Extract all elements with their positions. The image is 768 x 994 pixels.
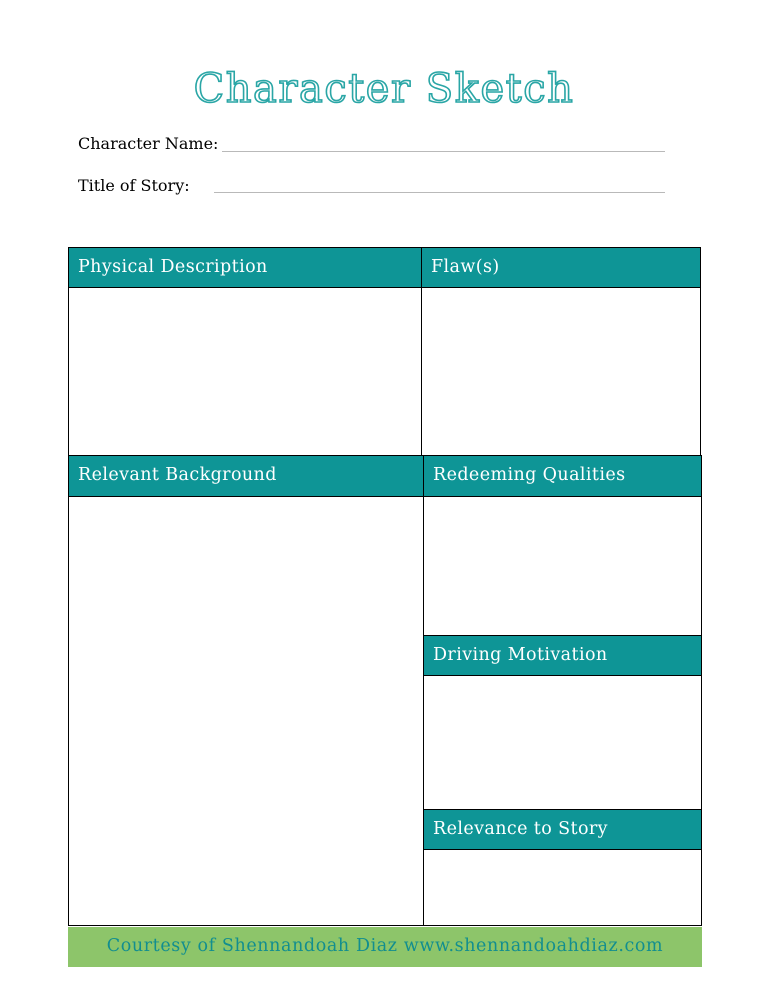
flaws-header: Flaw(s) <box>421 247 701 288</box>
character-name-field[interactable] <box>222 151 665 152</box>
physical-description-header: Physical Description <box>68 247 422 288</box>
relevant-background-header: Relevant Background <box>68 455 424 497</box>
story-title-field[interactable] <box>214 192 665 193</box>
driving-motivation-header: Driving Motivation <box>423 635 702 676</box>
flaws-area[interactable] <box>421 287 701 456</box>
redeeming-qualities-area[interactable] <box>423 496 702 636</box>
physical-description-area[interactable] <box>68 287 422 456</box>
relevance-to-story-area[interactable] <box>423 849 702 926</box>
driving-motivation-area[interactable] <box>423 675 702 810</box>
story-title-label: Title of Story: <box>78 176 190 195</box>
page-title: Character Sketch <box>193 66 575 112</box>
character-name-label: Character Name: <box>78 134 219 153</box>
redeeming-qualities-header: Redeeming Qualities <box>423 455 702 497</box>
relevance-to-story-header: Relevance to Story <box>423 809 702 850</box>
relevant-background-area[interactable] <box>68 496 424 926</box>
footer-credit: Courtesy of Shennandoah Diaz www.shennandoahdiaz.com <box>68 927 702 967</box>
